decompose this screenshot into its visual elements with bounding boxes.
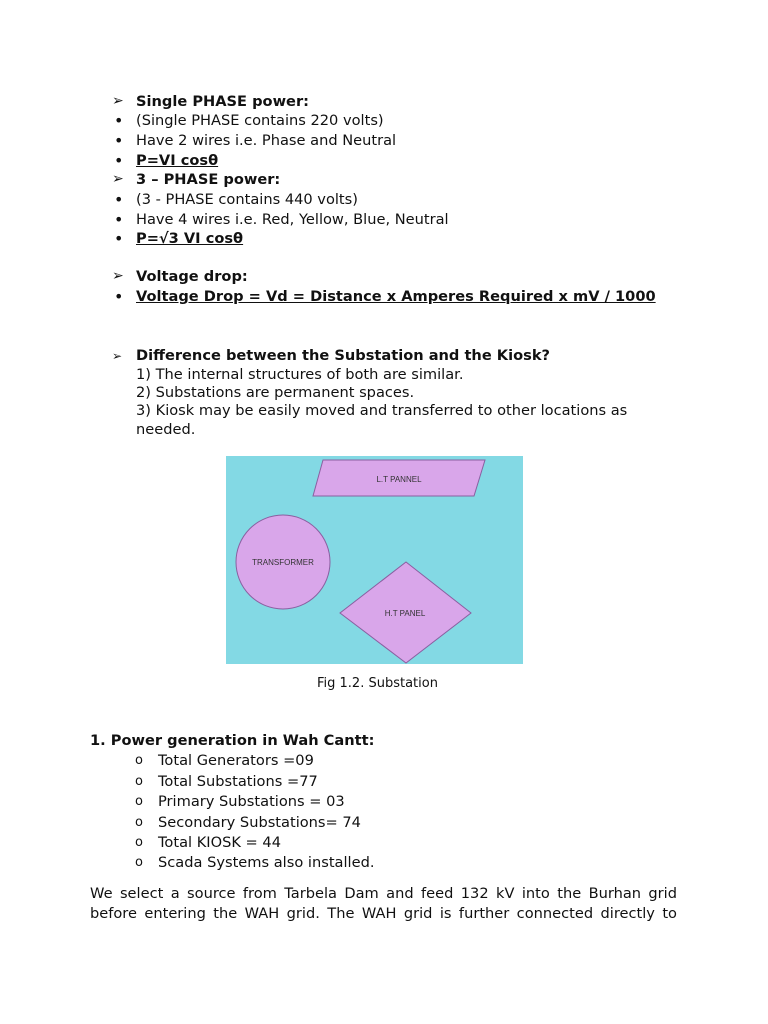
paragraph-line: We select a source from Tarbela Dam and feed 132 kV into the Burhan grid — [90, 885, 677, 902]
figure-caption: Fig 1.2. Substation — [317, 676, 438, 691]
difference-item: 2) Substations are permanent spaces. — [136, 384, 415, 401]
transformer-label: TRANSFORMER — [252, 558, 314, 567]
circle-bullet-icon: o — [135, 753, 143, 768]
substation-figure — [226, 456, 523, 664]
three-phase-bullet: (3 - PHASE contains 440 volts) — [136, 191, 358, 208]
power-generation-item: Total Substations =77 — [158, 773, 318, 790]
power-generation-item: Total Generators =09 — [158, 752, 314, 769]
bullet-icon: • — [114, 210, 124, 229]
bullet-icon: • — [114, 229, 124, 248]
power-generation-item: Secondary Substations= 74 — [158, 814, 361, 831]
power-generation-item: Total KIOSK = 44 — [158, 834, 281, 851]
single-phase-formula: P=VI cosθ — [136, 152, 219, 169]
lt-panel-label: L.T PANNEL — [376, 475, 422, 484]
three-phase-formula: P=√3 VI cosθ — [136, 230, 244, 247]
single-phase-bullet: (Single PHASE contains 220 volts) — [136, 112, 384, 129]
ht-panel-label: H.T PANEL — [384, 609, 426, 618]
circle-bullet-icon: o — [135, 794, 143, 809]
single-phase-bullet: Have 2 wires i.e. Phase and Neutral — [136, 132, 397, 149]
circle-bullet-icon: o — [135, 855, 143, 870]
bullet-icon: • — [114, 111, 124, 130]
arrow-bullet-icon: ➢ — [112, 268, 124, 284]
voltage-drop-formula: Voltage Drop = Vd = Distance x Amperes Required x mV / 1000 — [136, 288, 656, 305]
arrow-bullet-icon: ➢ — [112, 171, 124, 187]
difference-item: 3) Kiosk may be easily moved and transferred to other locations as — [136, 402, 628, 419]
bullet-icon: • — [114, 131, 124, 150]
difference-item: needed. — [136, 421, 196, 438]
voltage-drop-heading: Voltage drop: — [136, 268, 248, 285]
three-phase-bullet: Have 4 wires i.e. Red, Yellow, Blue, Neutral — [136, 211, 449, 228]
circle-bullet-icon: o — [135, 815, 143, 830]
difference-item: 1) The internal structures of both are similar. — [136, 366, 464, 383]
power-generation-item: Scada Systems also installed. — [158, 854, 375, 871]
bullet-icon: • — [114, 287, 124, 306]
power-generation-item: Primary Substations = 03 — [158, 793, 345, 810]
single-phase-heading: Single PHASE power: — [136, 93, 309, 110]
bullet-icon: • — [114, 151, 124, 170]
arrow-bullet-icon: ➢ — [112, 349, 123, 363]
difference-heading: Difference between the Substation and the Kiosk? — [136, 347, 550, 364]
arrow-bullet-icon: ➢ — [112, 93, 124, 109]
paragraph-line: before entering the WAH grid. The WAH grid is further connected directly to — [90, 905, 677, 922]
three-phase-heading: 3 – PHASE power: — [136, 171, 281, 188]
circle-bullet-icon: o — [135, 835, 143, 850]
bullet-icon: • — [114, 190, 124, 209]
circle-bullet-icon: o — [135, 774, 143, 789]
power-generation-heading: 1. Power generation in Wah Cantt: — [90, 732, 375, 749]
